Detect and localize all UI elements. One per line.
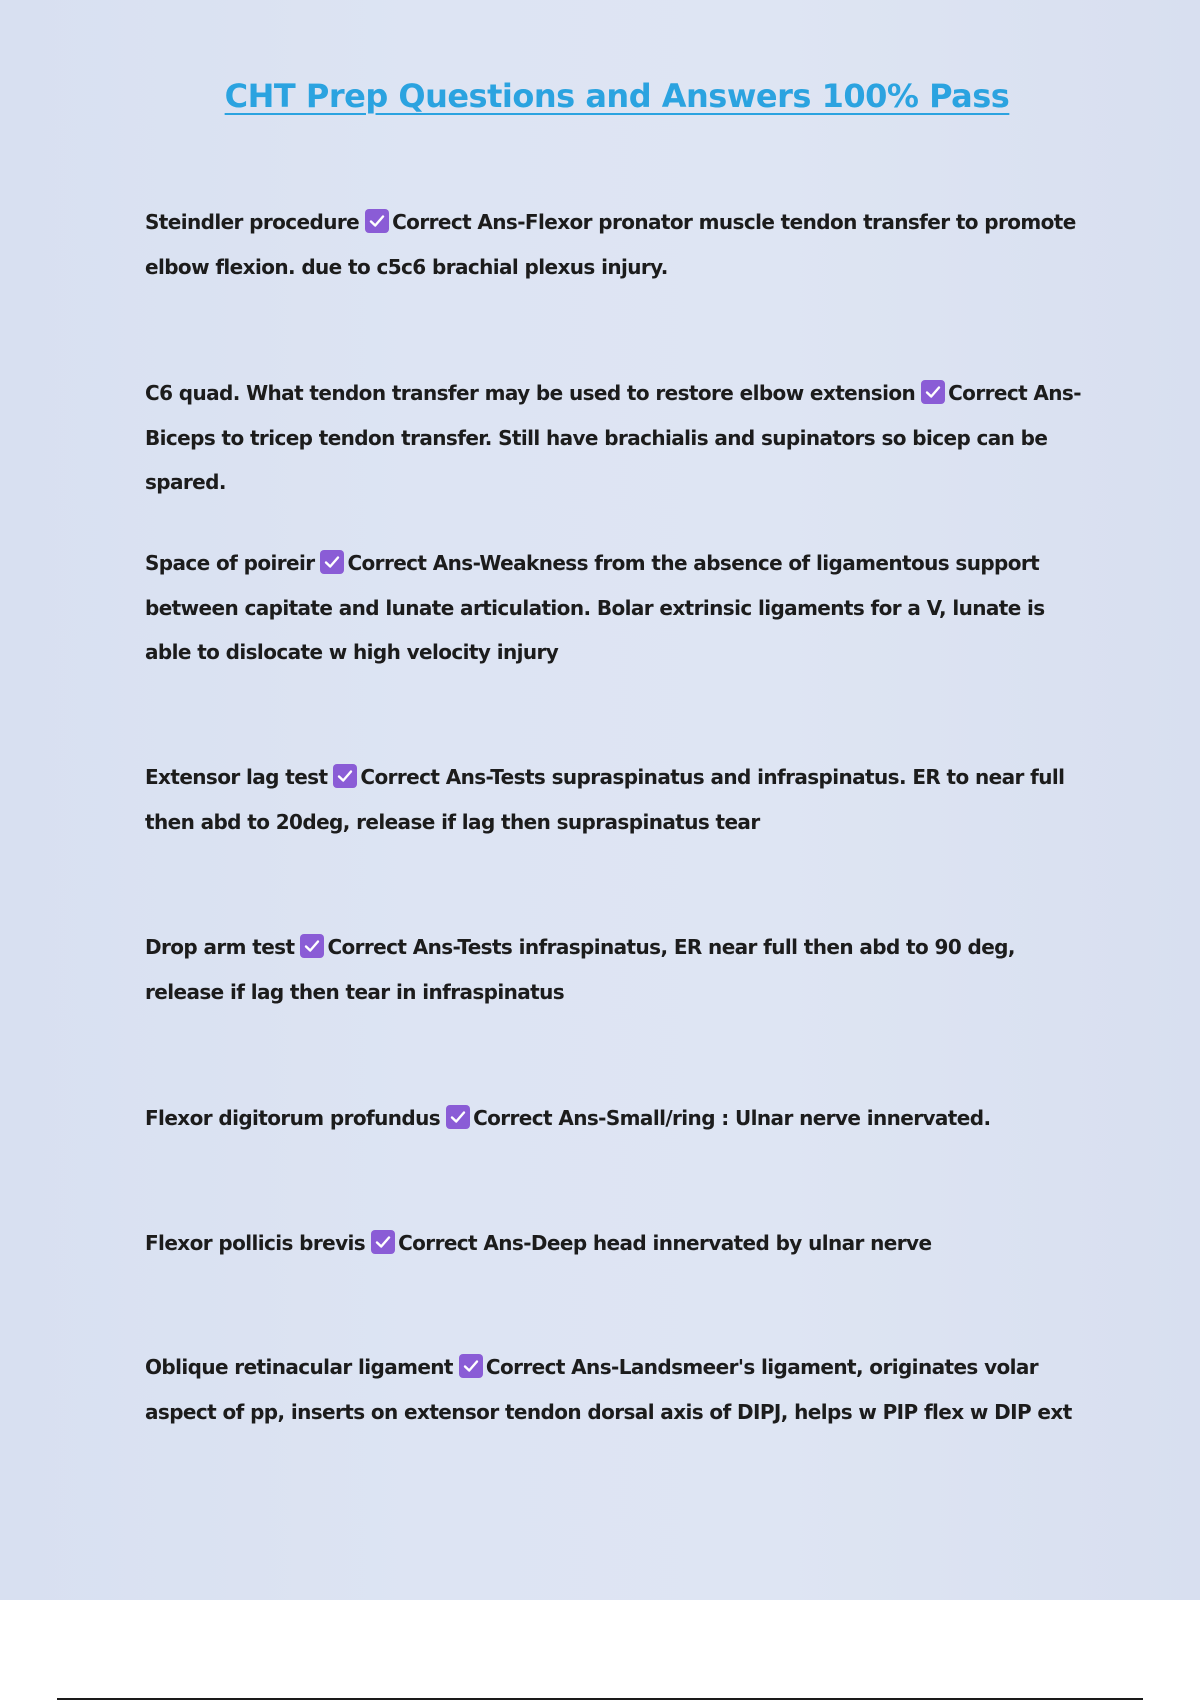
qa-item <box>145 925 1090 1014</box>
check-box-icon <box>365 209 389 233</box>
check-box-icon <box>446 1105 470 1129</box>
answer-prefix: Correct Ans- <box>360 765 491 789</box>
question-text: Oblique retinacular ligament <box>145 1355 453 1379</box>
check-box-icon <box>371 1230 395 1254</box>
question-text: Space of poireir <box>145 551 315 575</box>
question-text: C6 quad. What tendon transfer may be used to restore elbow extension <box>145 381 916 405</box>
qa-item <box>145 1096 1090 1141</box>
answer-text: Deep head innervated by ulnar nerve <box>530 1231 932 1255</box>
question-text: Extensor lag test <box>145 765 328 789</box>
document-title <box>0 72 1200 120</box>
check-box-icon <box>320 550 344 574</box>
answer-text: Tests supraspinatus and infraspinatus. ER to near full then abd to 20deg, release if lag then supraspinatus tear <box>145 765 1065 834</box>
question-text: Flexor pollicis brevis <box>145 1231 366 1255</box>
answer-text: Small/ring : Ulnar nerve innervated. <box>605 1106 991 1130</box>
question-text: Steindler procedure <box>145 210 360 234</box>
answer-prefix: Correct Ans- <box>948 381 1081 405</box>
answer-prefix: Correct Ans- <box>327 935 458 959</box>
check-box-icon <box>333 764 357 788</box>
question-text: Flexor digitorum profundus <box>145 1106 441 1130</box>
qa-item <box>145 371 1090 505</box>
answer-prefix: Correct Ans- <box>347 551 480 575</box>
check-box-icon <box>300 934 324 958</box>
answer-prefix: Correct Ans- <box>398 1231 531 1255</box>
answer-text: Weakness from the absence of ligamentous support between capitate and lunate articulation. Bolar extrinsic ligaments for a V, lunate is able to dislocate w high velocity injury <box>145 551 1045 664</box>
qa-item <box>145 200 1090 289</box>
qa-item <box>145 541 1090 675</box>
answer-text: Flexor pronator muscle tendon transfer to promote elbow flexion. due to c5c6 brachial plexus injury. <box>145 210 1076 279</box>
answer-text: Landsmeer's ligament, originates volar aspect of pp, inserts on extensor tendon dorsal axis of DIPJ, helps w PIP flex w DIP ext <box>145 1355 1072 1424</box>
question-text: Drop arm test <box>145 935 295 959</box>
document-title-text: CHT Prep Questions and Answers 100% Pass <box>224 77 1010 115</box>
check-box-icon <box>921 380 945 404</box>
answer-prefix: Correct Ans- <box>392 210 525 234</box>
qa-item <box>145 1345 1090 1434</box>
qa-item <box>145 755 1090 844</box>
check-box-icon <box>459 1354 483 1378</box>
qa-item <box>145 1221 1090 1266</box>
answer-text: Biceps to tricep tendon transfer. Still have brachialis and supinators so bicep can be spared. <box>145 425 1048 494</box>
answer-prefix: Correct Ans- <box>473 1106 606 1130</box>
answer-text: Tests infraspinatus, ER near full then abd to 90 deg, release if lag then tear in infraspinatus <box>145 935 1015 1004</box>
answer-prefix: Correct Ans- <box>485 1355 619 1379</box>
